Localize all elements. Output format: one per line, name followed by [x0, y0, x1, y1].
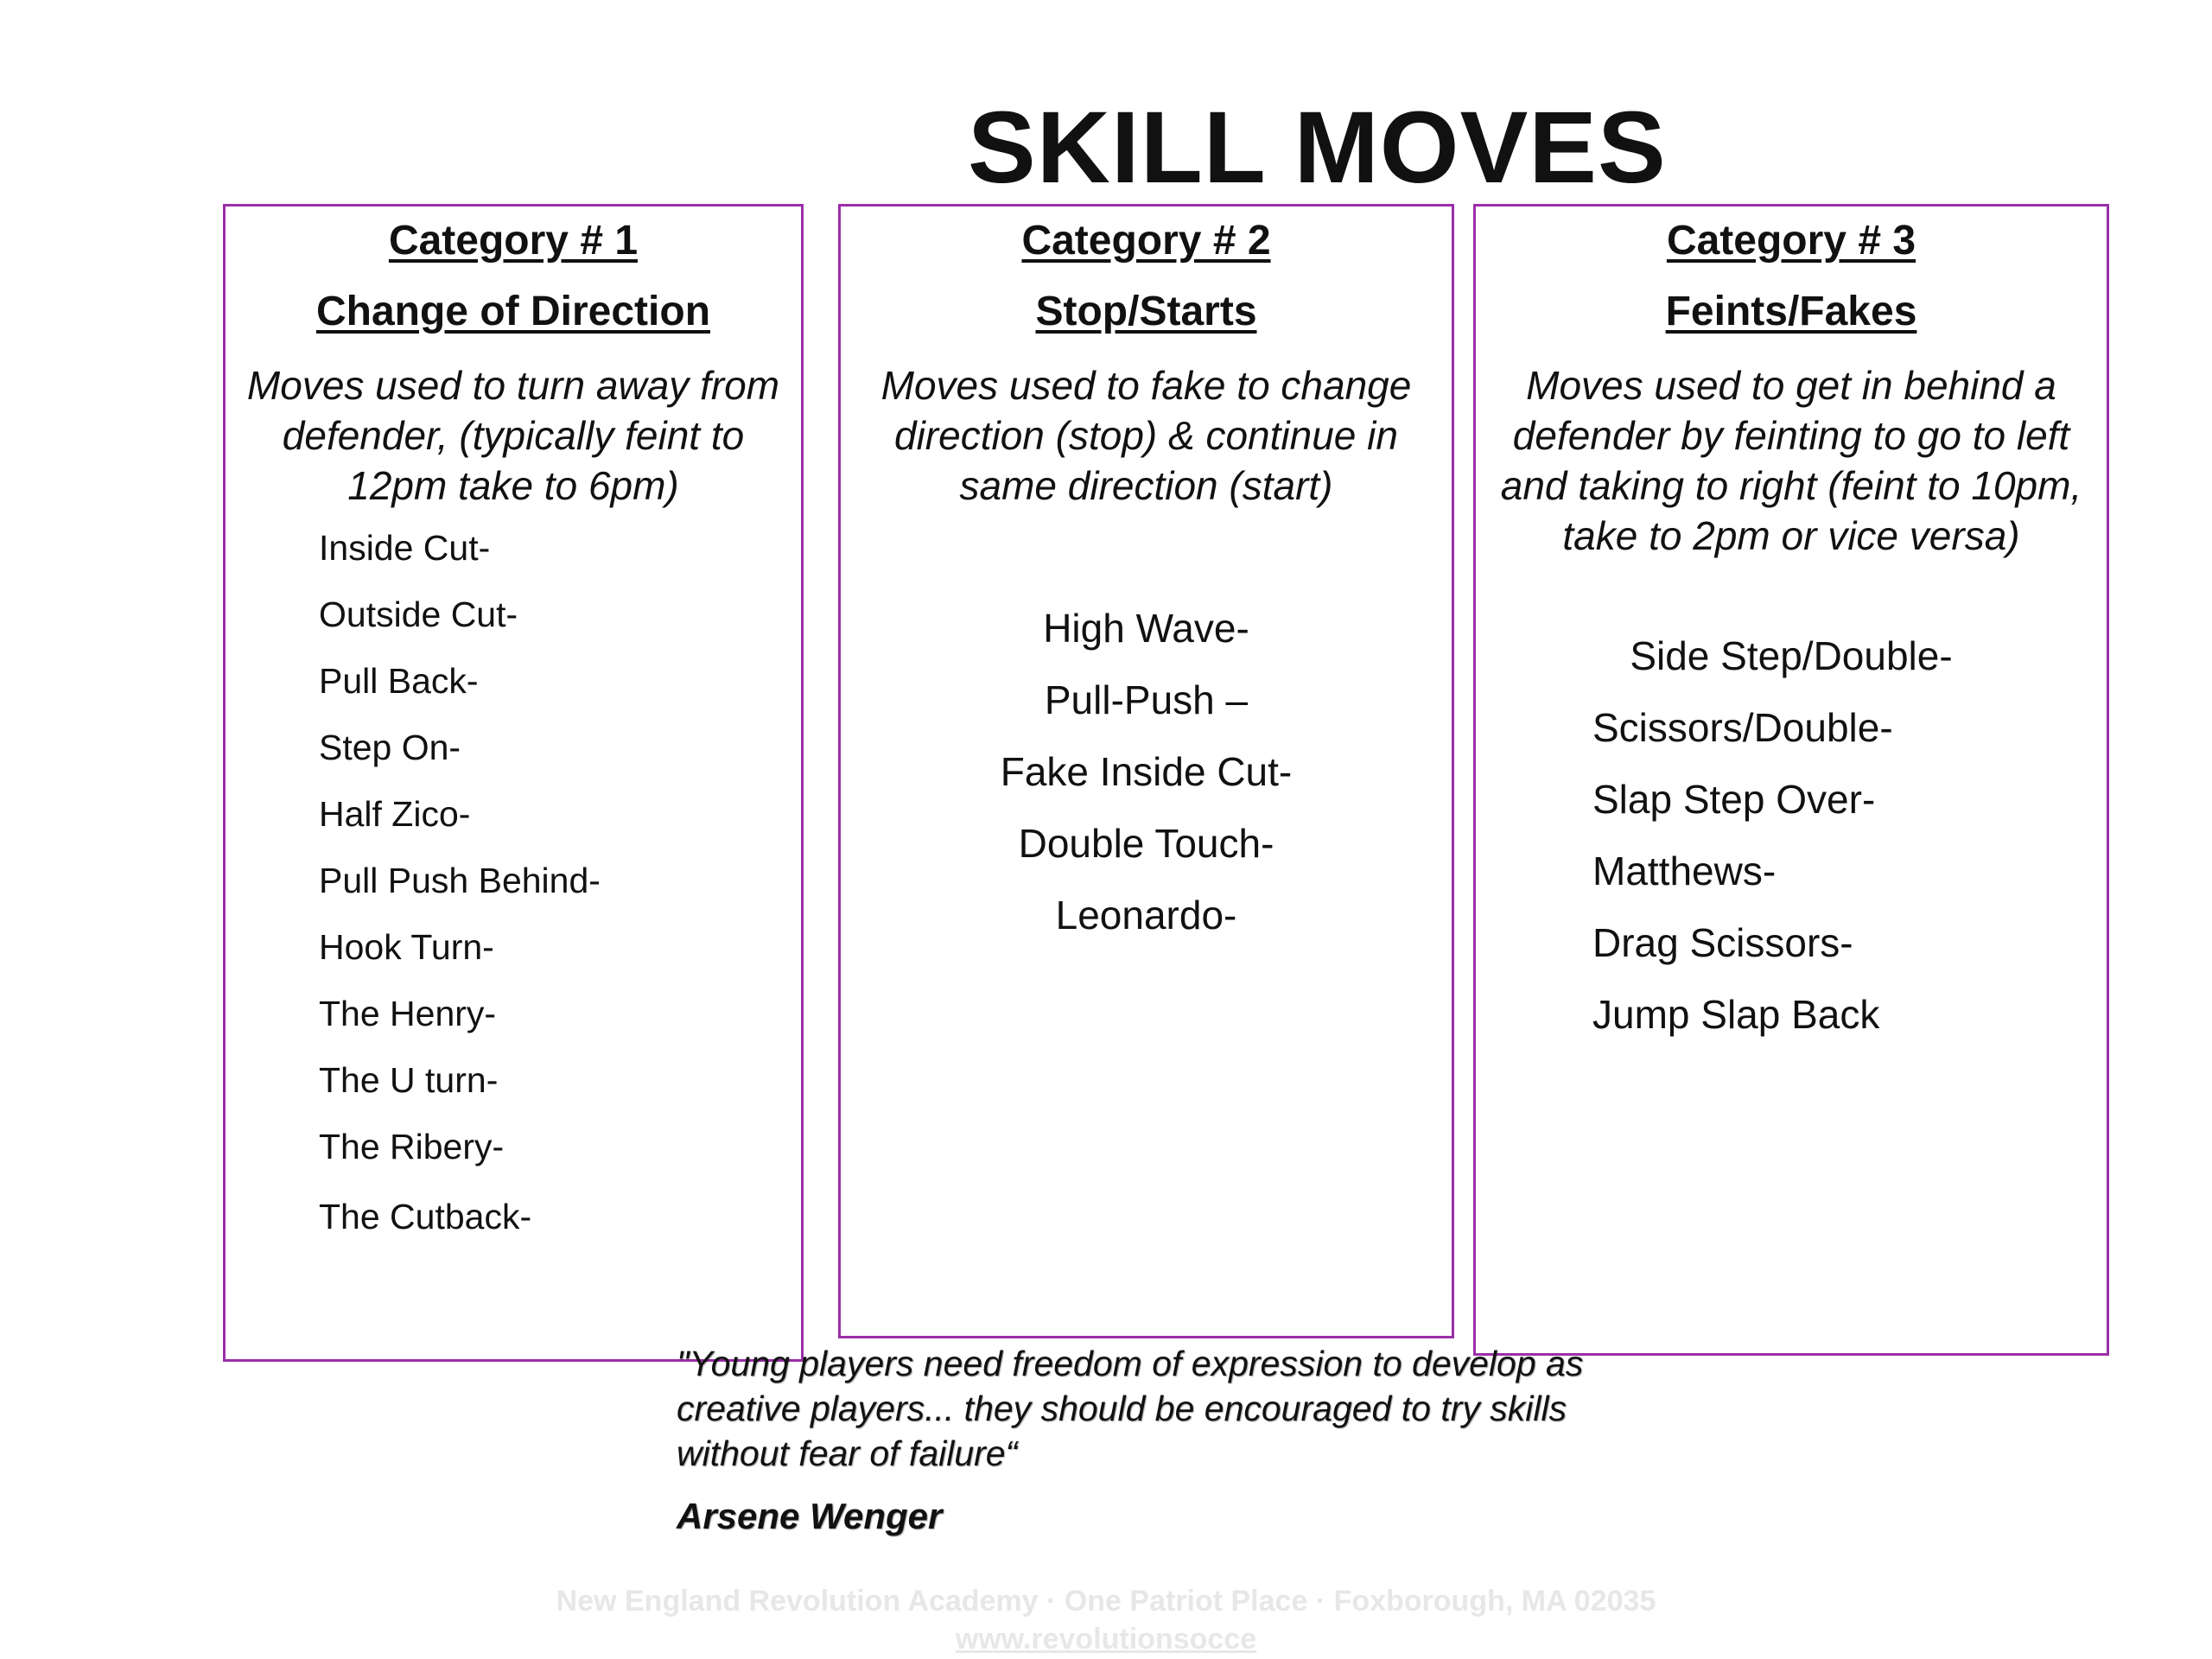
category-3-panel — [1473, 204, 2109, 1356]
quote-text: "Young players need freedom of expression to develop as creative players... they should be encouraged to try skills without fear of failure“ — [677, 1344, 1584, 1473]
move-item: Double Touch- — [1018, 821, 1274, 866]
move-item: Pull-Push – — [1044, 677, 1249, 722]
move-item: The U turn- — [319, 1060, 499, 1100]
move-item: Side Step/Double- — [1630, 633, 1953, 678]
move-item: The Cutback- — [319, 1197, 532, 1236]
category-2-heading: Category # 2 — [1021, 218, 1271, 264]
move-item: Pull Push Behind- — [319, 861, 601, 900]
move-item: Slap Step Over- — [1592, 777, 1876, 822]
category-2-name: Stop/Starts — [1035, 289, 1257, 334]
move-item: Step On- — [319, 728, 461, 767]
move-item: Fake Inside Cut- — [1000, 749, 1293, 794]
category-3-name: Feints/Fakes — [1665, 289, 1917, 334]
quote-author: Arsene Wenger — [677, 1496, 943, 1536]
move-item: Matthews- — [1592, 849, 1777, 893]
move-item: High Wave- — [1043, 606, 1249, 651]
category-3-move-list — [1476, 633, 2107, 1064]
category-2-description: Moves used to fake to change direction (stop) & continue in same direction (start) — [880, 363, 1412, 508]
move-item: Inside Cut- — [319, 528, 491, 568]
category-1-panel — [223, 204, 804, 1362]
category-2-move-list — [841, 606, 1452, 964]
move-item: Scissors/Double- — [1592, 705, 1893, 750]
move-item: Outside Cut- — [319, 594, 518, 634]
category-1-move-list — [319, 528, 601, 1263]
move-item: Pull Back- — [319, 661, 479, 701]
move-item: The Henry- — [319, 994, 497, 1033]
move-item: Leonardo- — [1055, 893, 1237, 938]
move-item: The Ribery- — [319, 1127, 505, 1166]
footer-address: New England Revolution Academy · One Patriot Place · Foxborough, MA 02035 — [556, 1585, 1656, 1618]
category-1-heading: Category # 1 — [388, 218, 639, 264]
category-3-heading: Category # 3 — [1666, 218, 1916, 264]
move-item: Jump Slap Back — [1592, 992, 1880, 1037]
category-1-name: Change of Direction — [315, 289, 711, 334]
move-item: Drag Scissors- — [1592, 920, 1853, 965]
category-2-panel — [838, 204, 1454, 1338]
move-item: Half Zico- — [319, 794, 471, 834]
footer-url-link[interactable]: www.revolutionsocce — [955, 1623, 1257, 1656]
page-title: SKILL MOVES — [968, 91, 1667, 205]
move-item: Hook Turn- — [319, 927, 494, 967]
category-1-description: Moves used to turn away from defender, (typically feint to 12pm take to 6pm) — [246, 363, 780, 508]
category-3-description: Moves used to get in behind a defender by feinting to go to left and taking to right (feint to 10pm, take to 2pm or vice versa) — [1500, 363, 2082, 558]
